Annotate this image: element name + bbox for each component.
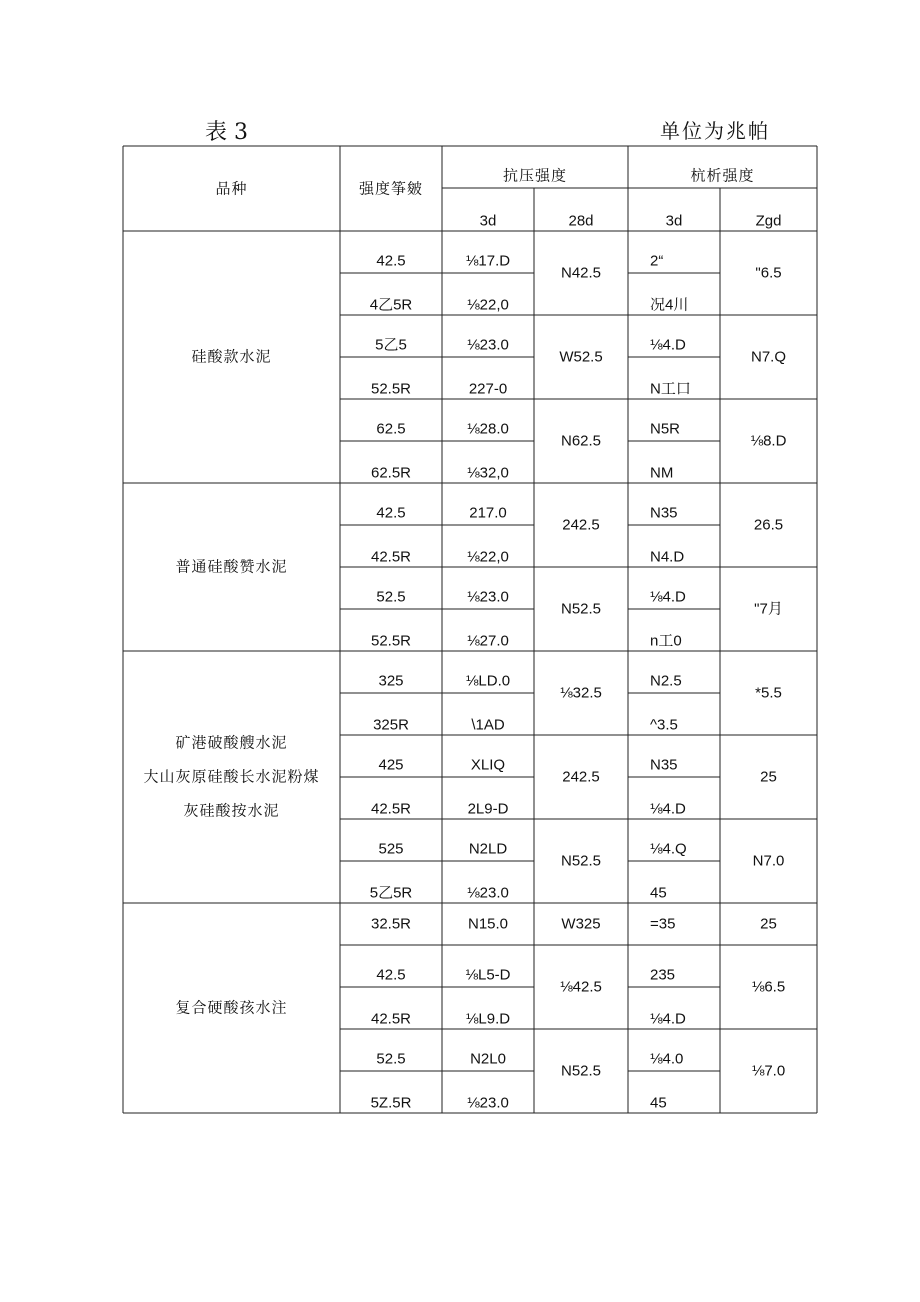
grade-cell: 32.5R [370,915,412,933]
header-c3d: 3d [479,212,497,230]
grade-cell: 325R [373,716,409,734]
grade-cell: 5乙5R [369,884,413,902]
table-caption: 表 3 [205,120,248,145]
unit-label: 单位为兆帕 [660,119,770,143]
header-grade: 强度筝皴 [358,179,424,198]
compressive-3d-cell: ⅛27.0 [467,632,509,650]
variety-name: 大山灰原硅酸长水泥粉煤 [143,767,320,786]
grade-cell: 525 [378,840,404,858]
grade-cell: 52.5 [376,588,406,606]
flexural-3d-cell: N5R [650,420,681,438]
variety-name: 普通硅酸赞水泥 [175,557,288,576]
compressive-3d-cell: ⅛23.0 [467,336,509,354]
flexural-3d-cell: N35 [650,756,678,774]
compressive-3d-cell: N2L0 [470,1050,506,1068]
grade-cell: 62.5 [376,420,406,438]
compressive-3d-cell: ⅛22,0 [467,548,509,566]
grade-cell: 52.5R [370,380,412,398]
header-f28d: Zgd [755,212,782,230]
compressive-28d-cell: 242.5 [562,768,600,786]
flexural-28d-cell: *5.5 [755,684,782,702]
compressive-3d-cell: N15.0 [467,915,509,933]
compressive-28d-cell: W52.5 [559,348,603,366]
variety-name: 矿港破酸艘水泥 [175,733,288,752]
flexural-3d-cell: N35 [650,504,678,522]
compressive-3d-cell: N2LD [468,840,508,858]
grade-cell: 4乙5R [369,296,413,314]
header-f3d: 3d [665,212,683,230]
grade-cell: 52.5R [370,632,412,650]
flexural-28d-cell: N7.Q [750,348,787,366]
flexural-3d-cell: ⅛4.D [650,800,686,818]
compressive-28d-cell: N52.5 [560,600,602,618]
compressive-28d-cell: 242.5 [562,516,600,534]
grade-cell: 42.5 [376,966,406,984]
header-compressive: 抗压强度 [502,166,568,185]
compressive-3d-cell: ⅛23.0 [467,588,509,606]
grade-cell: 5乙5 [375,336,407,354]
compressive-3d-cell: ⅛L5-D [465,966,511,984]
compressive-28d-cell: W325 [561,915,601,933]
compressive-3d-cell: ⅛17.D [465,252,511,270]
flexural-28d-cell: 26.5 [753,516,784,534]
flexural-3d-cell: N工口 [650,380,691,398]
flexural-3d-cell: ⅛4.D [650,336,686,354]
flexural-3d-cell: NM [650,464,674,482]
flexural-3d-cell: 45 [650,1094,667,1112]
grade-cell: 5Z.5R [370,1094,412,1112]
flexural-3d-cell: N2.5 [650,672,682,690]
compressive-3d-cell: 227-0 [468,380,508,398]
compressive-3d-cell: ⅛L9.D [465,1010,511,1028]
compressive-3d-cell: 217.0 [469,504,507,522]
grade-cell: 325 [378,672,404,690]
compressive-28d-cell: ⅛32.5 [560,684,602,702]
header-flexural: 杭析强度 [690,166,755,185]
flexural-3d-cell: ⅛4.Q [650,840,687,858]
grade-cell: 425 [378,756,404,774]
variety-name: 硅酸款水泥 [191,347,272,366]
flexural-28d-cell: "7月 [754,600,783,618]
compressive-3d-cell: ⅛28.0 [467,420,509,438]
compressive-3d-cell: ⅛32,0 [467,464,509,482]
flexural-28d-cell: 25 [760,768,777,786]
compressive-3d-cell: ⅛23.0 [467,884,509,902]
compressive-28d-cell: N62.5 [560,432,602,450]
compressive-3d-cell: ⅛LD.0 [465,672,511,690]
flexural-28d-cell: 25 [760,915,777,933]
flexural-28d-cell: ⅛7.0 [751,1062,786,1080]
flexural-3d-cell: ⅛4.D [650,1010,686,1028]
header-variety: 品种 [215,179,248,198]
flexural-3d-cell: 45 [650,884,667,902]
flexural-3d-cell: N4.D [650,548,685,566]
compressive-3d-cell: ⅛22,0 [467,296,509,314]
flexural-28d-cell: "6.5 [755,264,782,282]
flexural-3d-cell: ^3.5 [650,716,678,734]
flexural-3d-cell: ⅛4.0 [650,1050,684,1068]
flexural-3d-cell: n工0 [650,632,682,650]
flexural-28d-cell: ⅛8.D [750,432,787,450]
grade-cell: 42.5 [376,504,406,522]
flexural-3d-cell: =35 [650,915,676,933]
grade-cell: 42.5R [370,800,412,818]
compressive-3d-cell: ⅛23.0 [467,1094,509,1112]
header-c28d: 28d [568,212,594,230]
flexural-3d-cell: ⅛4.D [650,588,686,606]
grade-cell: 42.5R [370,1010,412,1028]
flexural-28d-cell: ⅛6.5 [751,978,786,996]
compressive-3d-cell: \1AD [471,716,505,734]
flexural-28d-cell: N7.0 [752,852,785,870]
grade-cell: 42.5 [376,252,406,270]
compressive-28d-cell: ⅛42.5 [560,978,602,996]
compressive-28d-cell: N52.5 [560,852,602,870]
grade-cell: 62.5R [370,464,412,482]
flexural-3d-cell: 235 [650,966,676,984]
variety-name: 灰硅酸按水泥 [183,801,280,820]
compressive-28d-cell: N52.5 [560,1062,602,1080]
compressive-3d-cell: XLIQ [470,756,506,774]
compressive-28d-cell: N42.5 [560,264,602,282]
grade-cell: 42.5R [370,548,412,566]
compressive-3d-cell: 2L9-D [467,800,509,818]
variety-name: 复合硬酸孩水注 [175,998,288,1017]
grade-cell: 52.5 [376,1050,406,1068]
flexural-3d-cell: 况4川 [650,296,689,314]
flexural-3d-cell: 2“ [650,252,664,270]
